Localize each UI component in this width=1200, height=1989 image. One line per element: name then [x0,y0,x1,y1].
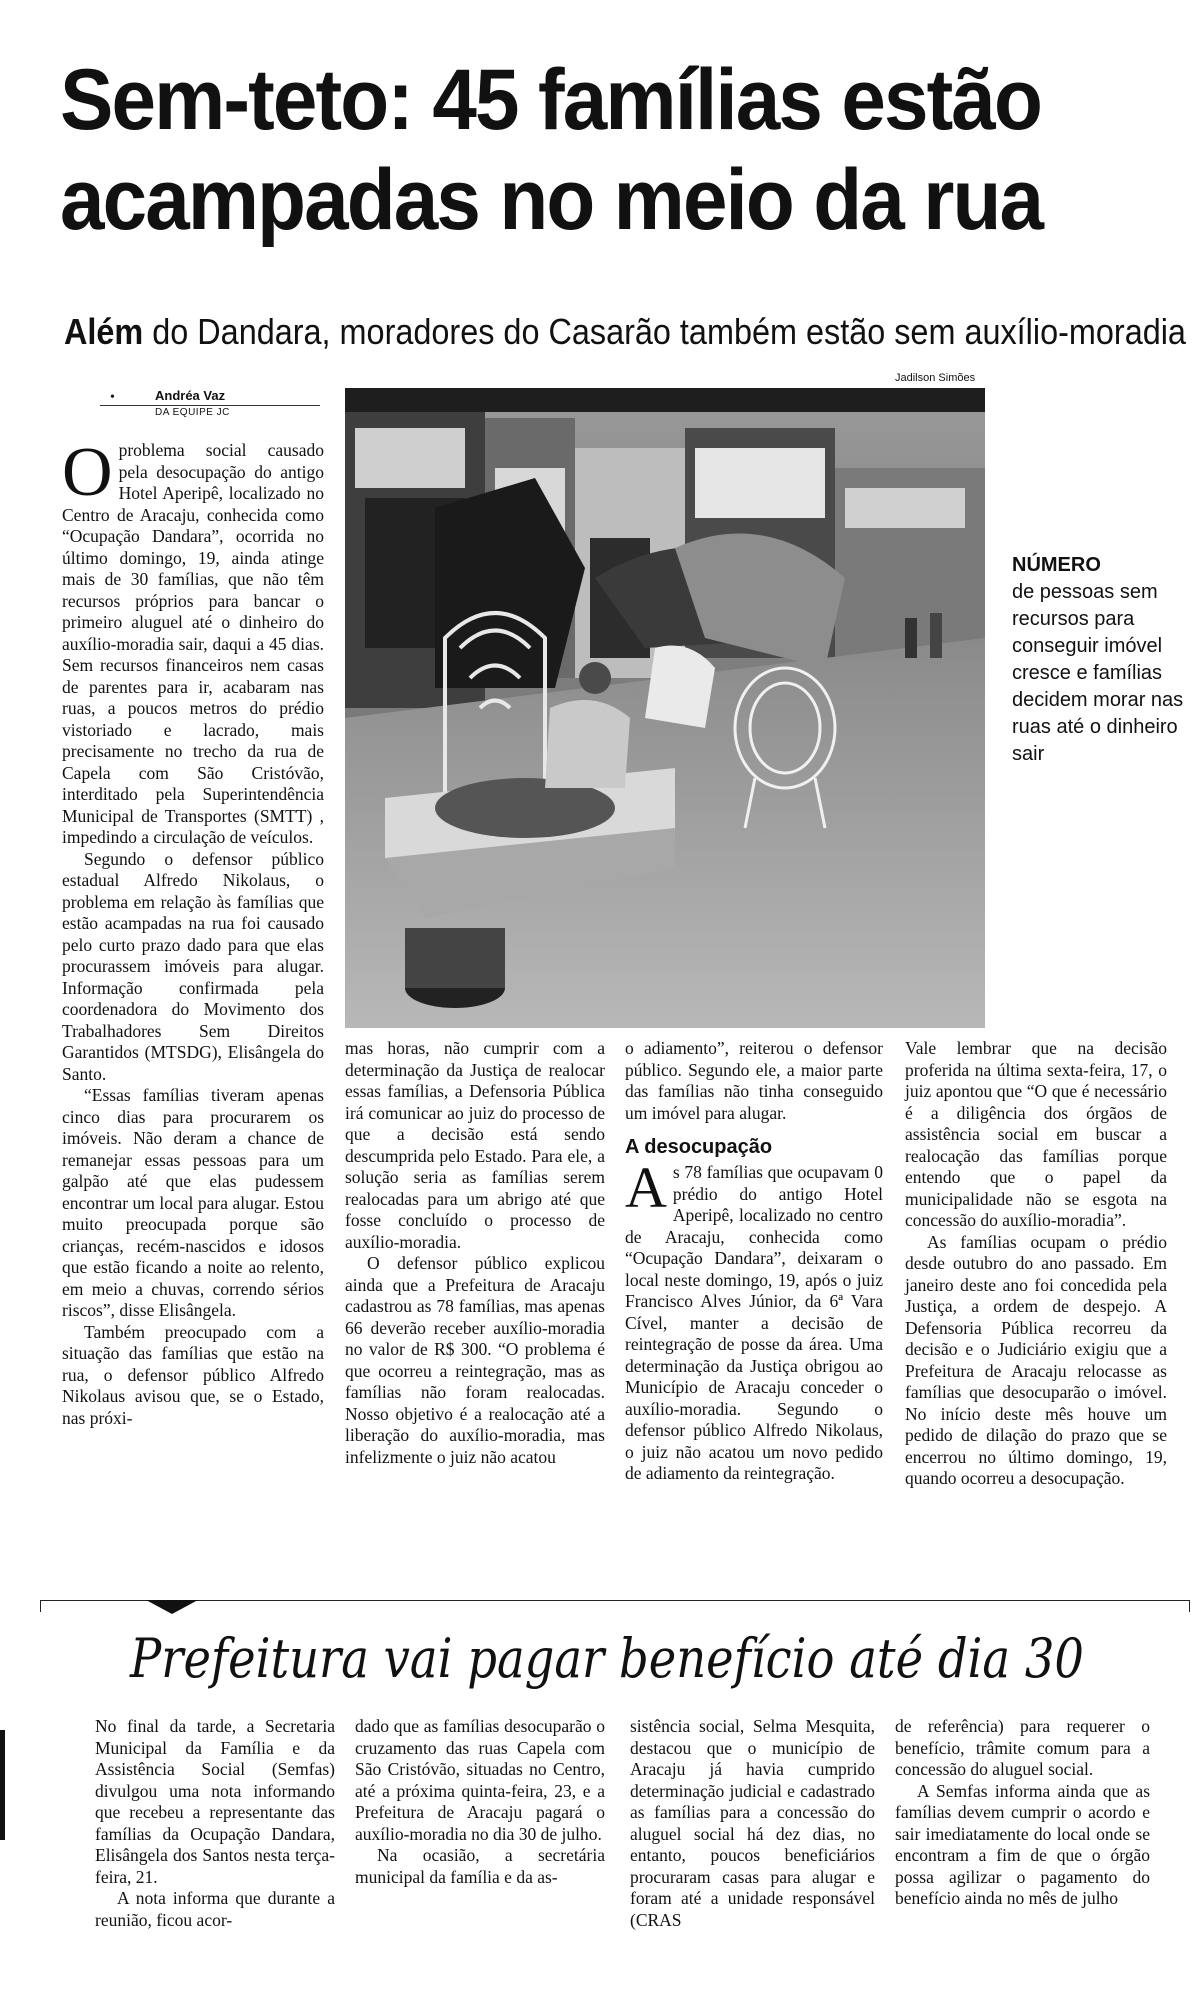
section-subhead: A desocupação [625,1136,773,1158]
box-rule-tick [40,1600,41,1612]
byline-rule [100,405,320,406]
subheadline-text: do Dandara, moradores do Casarão também estão sem auxílio-moradia [143,311,1186,352]
box-rule [40,1600,1190,1601]
street-encampment-photo [345,388,985,1028]
byline-affiliation: DA EQUIPE JC [155,407,230,418]
paragraph: No final da tarde, a Secretaria Municipal da Família e da Assistência Social (Semfas) divulgou uma nota informando que recebeu a representante das famílias da Ocupação Dandara, Elisângela dos Santos nesta terça-feira, 21. [95,1716,335,1887]
paragraph: de referência) para requerer o benefício, trâmite comum para a concessão do aluguel social. [895,1716,1150,1779]
caption-lead: NÚMERO [1012,554,1101,576]
article-column-2 [345,1038,605,1468]
paragraph: “Essas famílias tiveram apenas cinco dias para procurarem os imóveis. Não deram a chance de remanejar essas pessoas para um galpão até que elas pudessem encontrar um local para alugar. Estou muito preocupada porque são crianças, recém-nascidos e idosos que estão ficando a noite ao relento, em meio a chuvas, correndo sérios riscos”, disse Elisângela. [62,1085,324,1320]
byline-name: Andréa Vaz [155,388,226,403]
caption-text: de pessoas sem recursos para conseguir imóvel cresce e famílias decidem morar nas ruas até o dinheiro sair [1012,581,1184,765]
byline-bullet: • [110,390,115,405]
paragraph: A nota informa que durante a reunião, ficou acor- [95,1888,335,1930]
paragraph: Também preocupado com a situação das famílias que estão na rua, o defensor público Alfredo Nikolaus avisou que, se o Estado, nas próxi- [62,1321,324,1428]
article-column-1 [62,434,324,1429]
paragraph: Segundo o defensor público estadual Alfredo Nikolaus, o problema em relação às famílias que estão acampadas na rua foi causado pelo curto prazo dado para que elas procurassem imóveis para alugar. Informação confirmada pela coordenadora do Movimento dos Trabalhadores Sem Direitos Garantidos (MTSDG), Elisângela do Santo. [62,848,324,1084]
photo-caption [1012,552,1192,768]
box-column-4 [895,1716,1150,1910]
subheadline-lead: Além [64,311,144,352]
paragraph: o adiamento”, reiterou o defensor público. Segundo ele, a maior parte das famílias não tinha conseguido um imóvel para alugar. [625,1038,883,1123]
paragraph: Na ocasião, a secretária municipal da família e da as- [355,1845,605,1887]
headline-line-1: Sem-teto: 45 famílias estão [60,52,1042,148]
paragraph: sistência social, Selma Mesquita, destacou que o município de Aracaju já havia cumprido determinação judicial e cadastrado as famílias para a concessão do aluguel social há dez dias, no entanto, poucos beneficiários procuraram casas para alugar e foram até a unidade responsável (CRAS [630,1716,875,1930]
margin-bar [0,1730,5,1840]
box-headline: Prefeitura vai pagar benefício até dia 30 [130,1627,1084,1690]
paragraph: s 78 famílias que ocupavam 0 prédio do antigo Hotel Aperipê, localizado no centro de Aracaju, conhecida como “Ocupação Dandara”, deixaram o local neste domingo, 19, após o juiz Francisco Alves Júnior, da 6ª Vara Cível, manter a decisão de reintegração de posse da área. Uma determinação da Justiça obrigou ao Município de Aracaju conceder o auxílio-moradia. Segundo o defensor público Alfredo Nikolaus, o juiz não acatou um novo pedido de adiamento da reintegração. [625,1162,883,1483]
headline [60,50,1074,250]
paragraph: Vale lembrar que na decisão proferida na última sexta-feira, 17, o juiz apontou que “O que é necessário é a diligência dos órgãos de assistência social em buscar a realocação das famílias porque entendo que o papel da municipalidade não se esgota na concessão do auxílio-moradia”. [905,1038,1167,1230]
article-column-4 [905,1038,1167,1490]
paragraph: problema social causado pela desocupação do antigo Hotel Aperipê, localizado no Centro de Aracaju, conhecida como “Ocupação Dandara”, ocorrida no último domingo, 19, ainda atinge mais de 30 famílias, que não têm recursos próprios para bancar o primeiro aluguel até o dinheiro do auxílio-moradia sair, daqui a 45 dias. Sem recursos financeiros nem casas de parentes para ir, acabaram nas ruas, a poucos metros do prédio vistoriado e lacrado, mais precisamente no trecho da rua de Capela com São Cristóvão, interditado pela Superintendência Municipal de Transportes (SMTT) , impedindo a circulação de veículos. [62,440,324,847]
headline-line-2: acampadas no meio da rua [60,152,1043,248]
triangle-marker-icon [146,1600,198,1614]
subheadline [64,310,1186,354]
paragraph: As famílias ocupam o prédio desde outubro do ano passado. Em janeiro deste ano foi concedida pela Justiça, a ordem de despejo. A Defensoria Pública recorreu da decisão e o Judiciário exigiu que a Prefeitura de Aracaju relocasse as famílias que desocuparão o imóvel. No início deste mês houve um pedido de dilação do prazo que se encerrou no último domingo, 19, quando ocorreu a desocupação. [905,1231,1167,1488]
drop-cap: O [62,434,113,511]
paragraph: O defensor público explicou ainda que a Prefeitura de Aracaju cadastrou as 78 famílias, mas apenas 66 deverão receber auxílio-moradia no valor de R$ 300. “O problema é que ocorreu a reintegração, mas as famílias não foram realocadas. Nosso objetivo é a realocação até a liberação do auxílio-moradia, mas infelizmente o juiz não acatou [345,1253,605,1467]
news-photo [345,388,985,1028]
box-rule-tick [1189,1600,1190,1612]
box-column-1 [95,1716,335,1931]
paragraph: dado que as famílias desocuparão o cruzamento das ruas Capela com São Cristóvão, situadas no Centro, até a próxima quinta-feira, 23, e a Prefeitura de Aracaju pagará o auxílio-moradia no dia 30 de julho. [355,1716,605,1844]
drop-cap: A [625,1155,667,1220]
box-column-3 [630,1716,875,1931]
paragraph: A Semfas informa ainda que as famílias devem cumprir o acordo e sair imediatamente do local onde se encontram a fim de que o órgão possa agilizar o pagamento do benefício ainda no mês de julho [895,1780,1150,1908]
article-column-3 [625,1038,883,1485]
paragraph: mas horas, não cumprir com a determinação da Justiça de realocar essas famílias, a Defensoria Pública irá comunicar ao juiz do processo de que a decisão está sendo descumprida pelo Estado. Para ele, a solução seria as famílias serem realocadas para um abrigo até que fosse concluído o processo de auxílio-moradia. [345,1038,605,1252]
photo-credit: Jadilson Simões [895,372,976,384]
box-column-2 [355,1716,605,1888]
